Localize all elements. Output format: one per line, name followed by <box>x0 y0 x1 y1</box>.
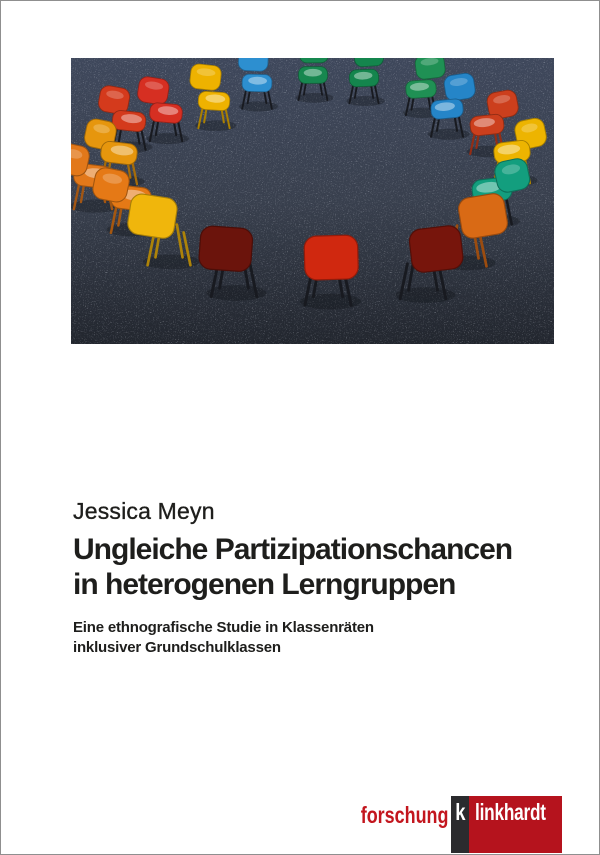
chair-circle-illustration <box>71 58 554 344</box>
book-subtitle <box>73 618 374 658</box>
cover-photo <box>71 58 554 344</box>
author-name: Jessica Meyn <box>73 498 215 524</box>
publisher-name-label: linkhardt <box>475 799 546 825</box>
publisher-name-box <box>469 796 562 853</box>
book-title <box>73 532 512 602</box>
chair <box>300 235 361 309</box>
series-label: forschung <box>360 802 448 828</box>
title-line-2: in heterogenen Lerngruppen <box>73 568 456 601</box>
publisher-k-icon <box>451 796 469 853</box>
publisher-logo <box>336 796 562 853</box>
subtitle-line-1: Eine ethnografische Studie in Klassenräten <box>73 619 374 636</box>
subtitle-line-2: inklusiver Grundschulklassen <box>73 639 281 656</box>
title-line-1: Ungleiche Partizipationschancen <box>73 533 513 566</box>
publisher-k-letter: k <box>454 799 466 825</box>
